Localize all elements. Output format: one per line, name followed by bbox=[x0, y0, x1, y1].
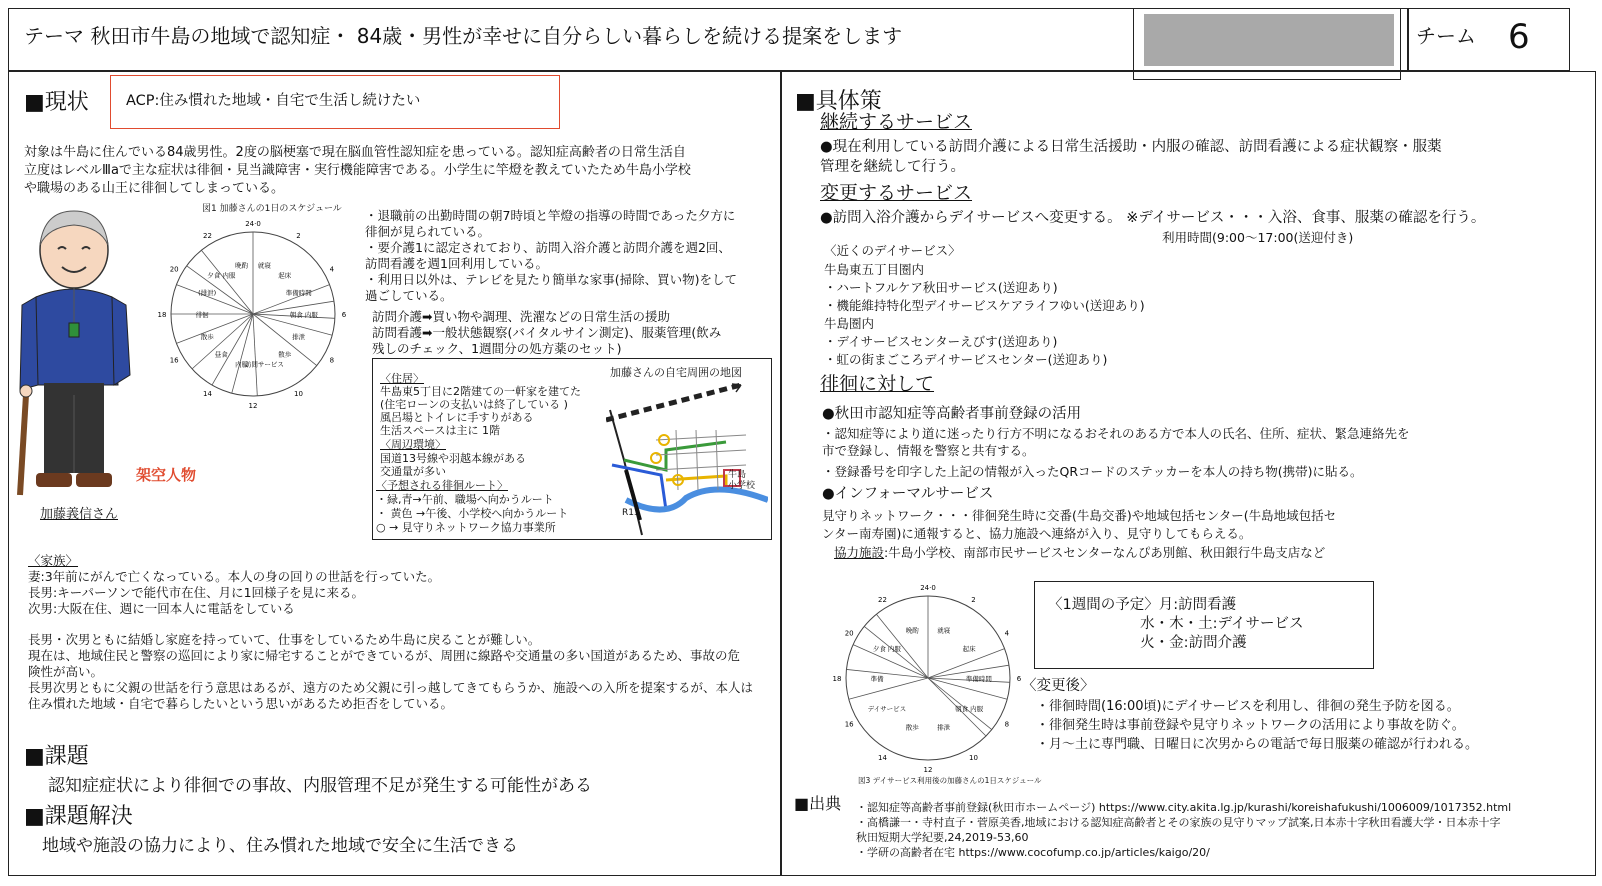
map-title: 加藤さんの自宅周囲の地図 bbox=[610, 366, 742, 379]
header-divider bbox=[1407, 8, 1409, 71]
family-note: 長男・次男ともに結婚し家庭を持っていて、仕事をしているため牛島に戻ることが難しい。 bbox=[28, 632, 541, 647]
chart1-hour-tick: 24·0 bbox=[245, 220, 261, 228]
map-box-line: ・ 黄色 →午後、小学校へ向かうルート bbox=[376, 507, 569, 520]
chart2-hour-tick: 8 bbox=[1004, 720, 1010, 729]
service-line: 残しのチェック、1週間分の処方薬のセット) bbox=[372, 341, 622, 356]
bullet-line: ・退職前の出勤時間の朝7時頃と竿燈の指導の時間であった夕方に bbox=[365, 208, 736, 223]
chart2-activity-label: 排泄 bbox=[937, 723, 951, 732]
bullet-line: ・利用日以外は、テレビを見たり簡単な家事(掃除、買い物)をして bbox=[365, 272, 738, 287]
chart2-hour-tick: 12 bbox=[923, 766, 933, 774]
chart1-activity-label: 準備時間 bbox=[285, 288, 312, 297]
chart1-activity-label: 内服 bbox=[235, 360, 249, 369]
chart1-divider bbox=[253, 314, 257, 396]
wander-heading: 徘徊に対して bbox=[820, 373, 935, 395]
wander-line: 市で登録し、情報を警察と共有する。 bbox=[822, 443, 1035, 458]
wander-line: 見守りネットワーク・・・徘徊発生時に交番(牛島交番)や地域包括センター(牛島地域包括セ bbox=[822, 508, 1337, 523]
chart2-hour-tick: 4 bbox=[1004, 629, 1010, 638]
chart1-hour-tick: 6 bbox=[341, 311, 347, 319]
chart1-caption: 図1 加藤さんの1日のスケジュール bbox=[202, 204, 342, 214]
change-heading: 変更するサービス bbox=[820, 182, 973, 204]
continue-heading: 継続するサービス bbox=[820, 111, 973, 133]
chart1-hour-tick: 20 bbox=[169, 265, 179, 274]
dayservice-line: 牛島東五丁目圏内 bbox=[824, 262, 925, 277]
dayservice-schedule-chart bbox=[818, 574, 1038, 774]
map-box-line: 国道13号線や羽越本線がある bbox=[380, 452, 526, 465]
chart2-hour-tick: 14 bbox=[878, 753, 887, 762]
chart1-activity-label: 晩酌 bbox=[235, 261, 249, 270]
chart1-activity-label: 徘徊 bbox=[195, 311, 209, 319]
dayservice-line: ・虹の街まごころデイサービスセンター(送迎あり) bbox=[824, 352, 1108, 367]
wander-line: ●インフォーマルサービス bbox=[822, 486, 994, 502]
chart2-activity-label: 朝食 内服 bbox=[955, 704, 984, 713]
map-box-line: 風呂場とトイレに手すりがある bbox=[380, 411, 534, 424]
bullet-line: 訪問看護を週1回利用している。 bbox=[365, 256, 548, 271]
family-heading: 〈家族〉 bbox=[28, 553, 79, 568]
chart1-divider bbox=[176, 314, 253, 343]
dayservice-line: 〈近くのデイサービス〉 bbox=[824, 243, 961, 258]
source-line: ・学研の高齢者在宅 https://www.cocofump.co.jp/articles/kaigo/20/ bbox=[856, 846, 1210, 859]
source-line: ・高橋謙一・寺村直子・菅原美香,地域における認知症高齢者とその家族の見守りマップ試案,日本赤十字秋田看護大学・日本赤十字 bbox=[856, 816, 1501, 829]
weekly-line: 〈1週間の予定〉月:訪問看護 bbox=[1048, 597, 1237, 613]
source-line: 秋田短期大学紀要,24,2019-53,60 bbox=[856, 831, 1029, 844]
map-box-line: (住宅ローンの支払いは終了している ) bbox=[380, 398, 568, 411]
chart1-hour-tick: 4 bbox=[329, 265, 335, 274]
family-note: 現在は、地域住民と警察の巡回により家に帰宅することができているが、周囲に線路や交通量の多い国道があるため、事故の危 bbox=[28, 648, 741, 663]
map-box-line: 〈予想される徘徊ルート〉 bbox=[376, 479, 508, 492]
issue-text: 認知症症状により徘徊での事故、内服管理不足が発生する可能性がある bbox=[48, 776, 592, 796]
chart1-hour-tick: 12 bbox=[248, 402, 258, 410]
solution-text: 地域や施設の協力により、住み慣れた地域で安全に生活できる bbox=[42, 836, 518, 856]
service-line: 訪問介護➡買い物や調理、洗濯などの日常生活の援助 bbox=[372, 309, 670, 324]
chart2-hour-tick: 10 bbox=[969, 753, 978, 762]
continue-line: 管理を継続して行う。 bbox=[820, 159, 965, 175]
dayservice-line: ・機能維持特化型デイサービスケアライフゆい(送迎あり) bbox=[824, 298, 1145, 313]
chart2-activity-label: 夕食 内服 bbox=[872, 645, 901, 654]
chart2-divider bbox=[928, 678, 992, 730]
chart1-activity-label: 夕食 内服 bbox=[207, 271, 236, 280]
after-heading: 〈変更後〉 bbox=[1022, 678, 1095, 694]
map-box-line: 〈周辺環境〉 bbox=[380, 438, 446, 451]
family-line: 妻:3年前にがんで亡くなっている。本人の身の回りの世話を行っていた。 bbox=[28, 569, 441, 584]
family-note: 住み慣れた地域・自宅で暮らしたいという思いがあるため拒否をしている。 bbox=[28, 696, 454, 711]
solution-heading: ■課題解決 bbox=[24, 804, 133, 829]
map-box-line: ○ → 見守りネットワーク協力事業所 bbox=[376, 521, 556, 534]
source-line: ・認知症等高齢者事前登録(秋田市ホームページ) https://www.city.akita.lg.jp/kurashi/koreishafukushi/1006009/1017352.html bbox=[856, 801, 1512, 814]
dayservice-line: ・ハートフルケア秋田サービス(送迎あり) bbox=[824, 280, 1058, 295]
issue-heading: ■課題 bbox=[24, 744, 89, 769]
chart1-hour-tick: 2 bbox=[296, 232, 301, 241]
chart1-divider bbox=[232, 314, 253, 393]
weekly-line: 水・木・土:デイサービス bbox=[1048, 616, 1304, 632]
after-line: ・月〜土に専門職、日曜日に次男からの電話で毎日服薬の確認が行われる。 bbox=[1036, 737, 1479, 752]
chart2-hour-tick: 20 bbox=[844, 629, 854, 638]
chart2-hour-tick: 6 bbox=[1016, 675, 1022, 683]
intro-line-2: 立度はレベルⅢaで主な症状は徘徊・見当識障害・実行機能障害である。小学生に竿燈を教えていたため牛島小学校 bbox=[24, 163, 691, 178]
partners-text: :牛島小学校、南部市民サービスセンターなんぴあ別館、秋田銀行牛島支店など bbox=[884, 545, 1326, 560]
chart1-hour-tick: 10 bbox=[294, 389, 303, 398]
chart1-activity-label: 散歩 bbox=[278, 350, 292, 359]
map-road-label: R13 bbox=[622, 508, 640, 518]
dayservice-line: 牛島圏内 bbox=[824, 316, 875, 331]
chart1-activity-label: (排泄) bbox=[198, 288, 217, 297]
change-hours: 利用時間(9:00〜17:00(送迎付き) bbox=[1162, 230, 1354, 245]
chart2-activity-label: 晩酌 bbox=[905, 626, 919, 635]
wander-line: ●秋田市認知症等高齢者事前登録の活用 bbox=[822, 406, 1082, 422]
map-school-label: 牛島 小学校 bbox=[728, 470, 756, 492]
chart1-hour-tick: 8 bbox=[329, 356, 335, 365]
chart2-activity-label: 準備時間 bbox=[965, 675, 992, 683]
theme-title: テーマ 秋田市牛島の地域で認知症・ 84歳・男性が幸せに自分らしい暮らしを続ける提案をします bbox=[24, 24, 903, 48]
wander-line: ・認知症等により道に迷ったり行方不明になるおそれのある方で本人の氏名、住所、症状、緊急連絡先を bbox=[822, 426, 1410, 441]
chart2-hour-tick: 18 bbox=[832, 675, 842, 683]
wander-line: ンター南寿園)に通報すると、協力施設へ連絡が入り、見守りしてもらえる。 bbox=[822, 526, 1252, 541]
chart1-activity-label: 排泄 bbox=[292, 333, 306, 342]
service-line: 訪問看護➡一般状態観察(バイタルサイン測定)、服薬管理(飲み bbox=[372, 325, 722, 340]
intro-line-3: や職場のある山王に徘徊してしまっている。 bbox=[24, 181, 285, 196]
chart2-hour-tick: 16 bbox=[844, 720, 854, 729]
family-note: 険性が高い。 bbox=[28, 664, 104, 679]
wander-line: ・登録番号を印字した上記の情報が入ったQRコードのステッカーを本人の持ち物(携帯)に貼る。 bbox=[822, 464, 1363, 479]
chart2-activity-label: デイサービス bbox=[867, 704, 907, 713]
chart2-caption: 図3 デイサービス利用後の加藤さんの1日スケジュール bbox=[858, 776, 1042, 785]
intro-line-1: 対象は牛島に住んでいる84歳男性。2度の脳梗塞で現在脳血管性認知症を患っている。認知症高齢者の日常生活自 bbox=[24, 145, 686, 160]
chart2-activity-label: 散歩 bbox=[905, 723, 919, 732]
chart1-activity-label: 昼食 bbox=[214, 350, 228, 359]
chart2-divider bbox=[846, 669, 928, 678]
team-number: 6 bbox=[1508, 17, 1530, 57]
elderly-man-illustration bbox=[14, 205, 134, 505]
bullet-line: ・要介護1に認定されており、訪問入浴介護と訪問介護を週2回、 bbox=[365, 240, 731, 255]
person-name: 加藤義信さん bbox=[40, 507, 119, 522]
bullet-line: 過ごしている。 bbox=[365, 288, 453, 303]
chart2-activity-label: 就寝 bbox=[937, 626, 951, 635]
weekly-line: 火・金:訪問介護 bbox=[1048, 635, 1247, 651]
family-line: 長男:キーパーソンで能代市在住、月に1回様子を見に来る。 bbox=[28, 585, 365, 600]
chart1-activity-label: 散歩 bbox=[200, 333, 214, 342]
chart1-hour-tick: 14 bbox=[203, 389, 212, 398]
map-box-line: ・緑,青→午前、職場へ向かうルート bbox=[376, 493, 554, 506]
chart2-divider bbox=[849, 678, 928, 699]
chart2-hour-tick: 22 bbox=[878, 596, 887, 605]
bullet-line: 徘徊が見られている。 bbox=[365, 224, 491, 239]
chart1-hour-tick: 18 bbox=[157, 311, 167, 319]
chart1-activity-label: 就寝 bbox=[257, 261, 271, 270]
sources-heading: ■出典 bbox=[794, 794, 842, 813]
chart1-hour-tick: 16 bbox=[169, 356, 179, 365]
chart2-hour-tick: 2 bbox=[971, 596, 976, 605]
team-label: チーム bbox=[1416, 24, 1476, 48]
map-box-line: 生活スペースは主に 1階 bbox=[380, 424, 500, 437]
map-box-line: 交通量が多い bbox=[380, 465, 446, 478]
daily-schedule-chart bbox=[148, 210, 358, 410]
chart2-activity-label: 起床 bbox=[962, 645, 976, 654]
chart1-divider bbox=[212, 314, 253, 385]
redacted-name bbox=[1144, 14, 1394, 66]
chart1-hour-tick: 22 bbox=[203, 232, 212, 241]
chart2-activity-label: 準備 bbox=[870, 675, 884, 683]
change-line: ●訪問入浴介護からデイサービスへ変更する。 ※デイサービス・・・入浴、食事、服薬の確認を行う。 bbox=[820, 210, 1486, 226]
partners-label: 協力施設 bbox=[834, 545, 885, 560]
map-box-line: 〈住居〉 bbox=[380, 372, 424, 385]
after-line: ・徘徊時間(16:00頃)にデイサービスを利用し、徘徊の発生予防を図る。 bbox=[1036, 699, 1460, 714]
status-heading: ■現状 bbox=[24, 90, 89, 115]
measures-heading: ■具体策 bbox=[795, 89, 882, 114]
chart1-activity-label: 訪問サービス bbox=[244, 360, 284, 369]
family-line: 次男:大阪在住、週に一回本人に電話をしている bbox=[28, 601, 295, 616]
family-note: 長男次男ともに父親の世話を行う意思はあるが、遠方のため父親に引っ越してきてもらうか、施設への入所を提案するが、本人は bbox=[28, 680, 754, 695]
dayservice-line: ・デイサービスセンターえびす(送迎あり) bbox=[824, 334, 1058, 349]
acp-text: ACP:住み慣れた地域・自宅で生活し続けたい bbox=[126, 93, 421, 109]
chart2-hour-tick: 24·0 bbox=[920, 584, 936, 592]
chart1-activity-label: 朝食 内服 bbox=[289, 311, 318, 319]
map-box-line: 牛島東5丁目に2階建ての一軒家を建てた bbox=[380, 385, 581, 398]
fictional-label: 架空人物 bbox=[136, 466, 197, 484]
chart1-activity-label: 起床 bbox=[278, 271, 292, 280]
after-line: ・徘徊発生時は事前登録や見守りネットワークの活用により事故を防ぐ。 bbox=[1036, 718, 1465, 733]
continue-line: ●現在利用している訪問介護による日常生活援助・内服の確認、訪問看護による症状観察・服薬 bbox=[820, 139, 1442, 155]
